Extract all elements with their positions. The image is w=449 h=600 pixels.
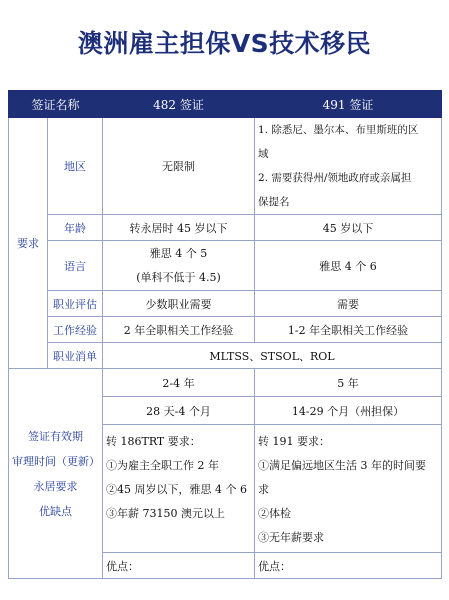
cell-482-language [103,241,255,291]
row-label-region: 地区 [48,118,103,215]
table-row-validity [9,369,442,397]
cell-482-pr [103,425,255,553]
cell-491-region [255,118,442,215]
cell-491-validity: 5 年 [255,369,442,397]
cell-491-region-line4: 保提名 [258,196,290,208]
pr-491-line1: 转 191 要求： [258,435,331,448]
row-label-skill: 职业评估 [48,291,103,317]
cell-491-experience: 1-2 年全职相关工作经验 [255,317,442,343]
cell-491-region-line3: 2. 需要获得州/领地政府或亲属担 [258,172,412,184]
cell-491-processing: 14-29 个月（州担保） [255,397,442,425]
cell-482-validity: 2-4 年 [103,369,255,397]
pr-482-line2: ①为雇主全职工作 2 年 [106,459,220,472]
cell-491-pros: 优点： [255,553,442,579]
table-row-experience [9,317,442,343]
pr-482-line3: ②45 周岁以下，雅思 4 个 6 [106,483,247,496]
table-row-age [9,215,442,241]
label-validity: 签证有效期 [28,429,83,443]
label-processing: 审理时间（更新） [12,454,100,468]
row-label-language: 语言 [48,241,103,291]
table-row-region [9,118,442,215]
header-visa-name: 签证名称 [9,91,103,118]
row-label-experience: 工作经验 [48,317,103,343]
pr-491-line3: 求 [258,483,270,496]
row-label-occupation: 职业消单 [48,343,103,369]
header-491: 491 签证 [255,91,442,118]
table-header-row [9,91,442,118]
cell-482-skill: 少数职业需要 [103,291,255,317]
cell-482-language-line2: (单科不低于 4.5) [136,270,221,284]
row-label-age: 年龄 [48,215,103,241]
pr-491-line2: ①满足偏远地区生活 3 年的时间要 [258,459,427,472]
table-row-occupation [9,343,442,369]
cell-482-experience: 2 年全职相关工作经验 [103,317,255,343]
cell-491-region-line2: 域 [258,148,269,160]
pr-491-line4: ②体检 [258,507,292,520]
bottom-labels-cell [9,369,103,579]
cell-482-processing: 28 天-4 个月 [103,397,255,425]
cell-482-age: 转永居时 45 岁以下 [103,215,255,241]
cell-491-language: 雅思 4 个 6 [255,241,442,291]
cell-491-region-line1: 1. 除悉尼、墨尔本、布里斯班的区 [258,124,419,136]
cell-482-language-line1: 雅思 4 个 5 [149,246,208,260]
cell-491-skill: 需要 [255,291,442,317]
cell-482-pros: 优点： [103,553,255,579]
label-pr-requirements: 永居要求 [33,479,78,493]
requirements-label: 要求 [9,118,48,369]
pr-491-line5: ③无年薪要求 [258,531,325,544]
cell-482-region: 无限制 [103,118,255,215]
table-row-skill [9,291,442,317]
pr-482-line1: 转 186TRT 要求： [106,435,201,448]
comparison-table [8,90,442,579]
header-482: 482 签证 [103,91,255,118]
cell-491-age: 45 岁以下 [255,215,442,241]
table-row-language [9,241,442,291]
cell-occupation-list: MLTSS、STSOL、ROL [103,343,442,369]
pr-482-line4: ③年薪 73150 澳元以上 [106,507,226,520]
label-pros-cons: 优缺点 [39,504,72,518]
page-title: 澳洲雇主担保VS技术移民 [77,29,372,58]
cell-491-pr [255,425,442,553]
